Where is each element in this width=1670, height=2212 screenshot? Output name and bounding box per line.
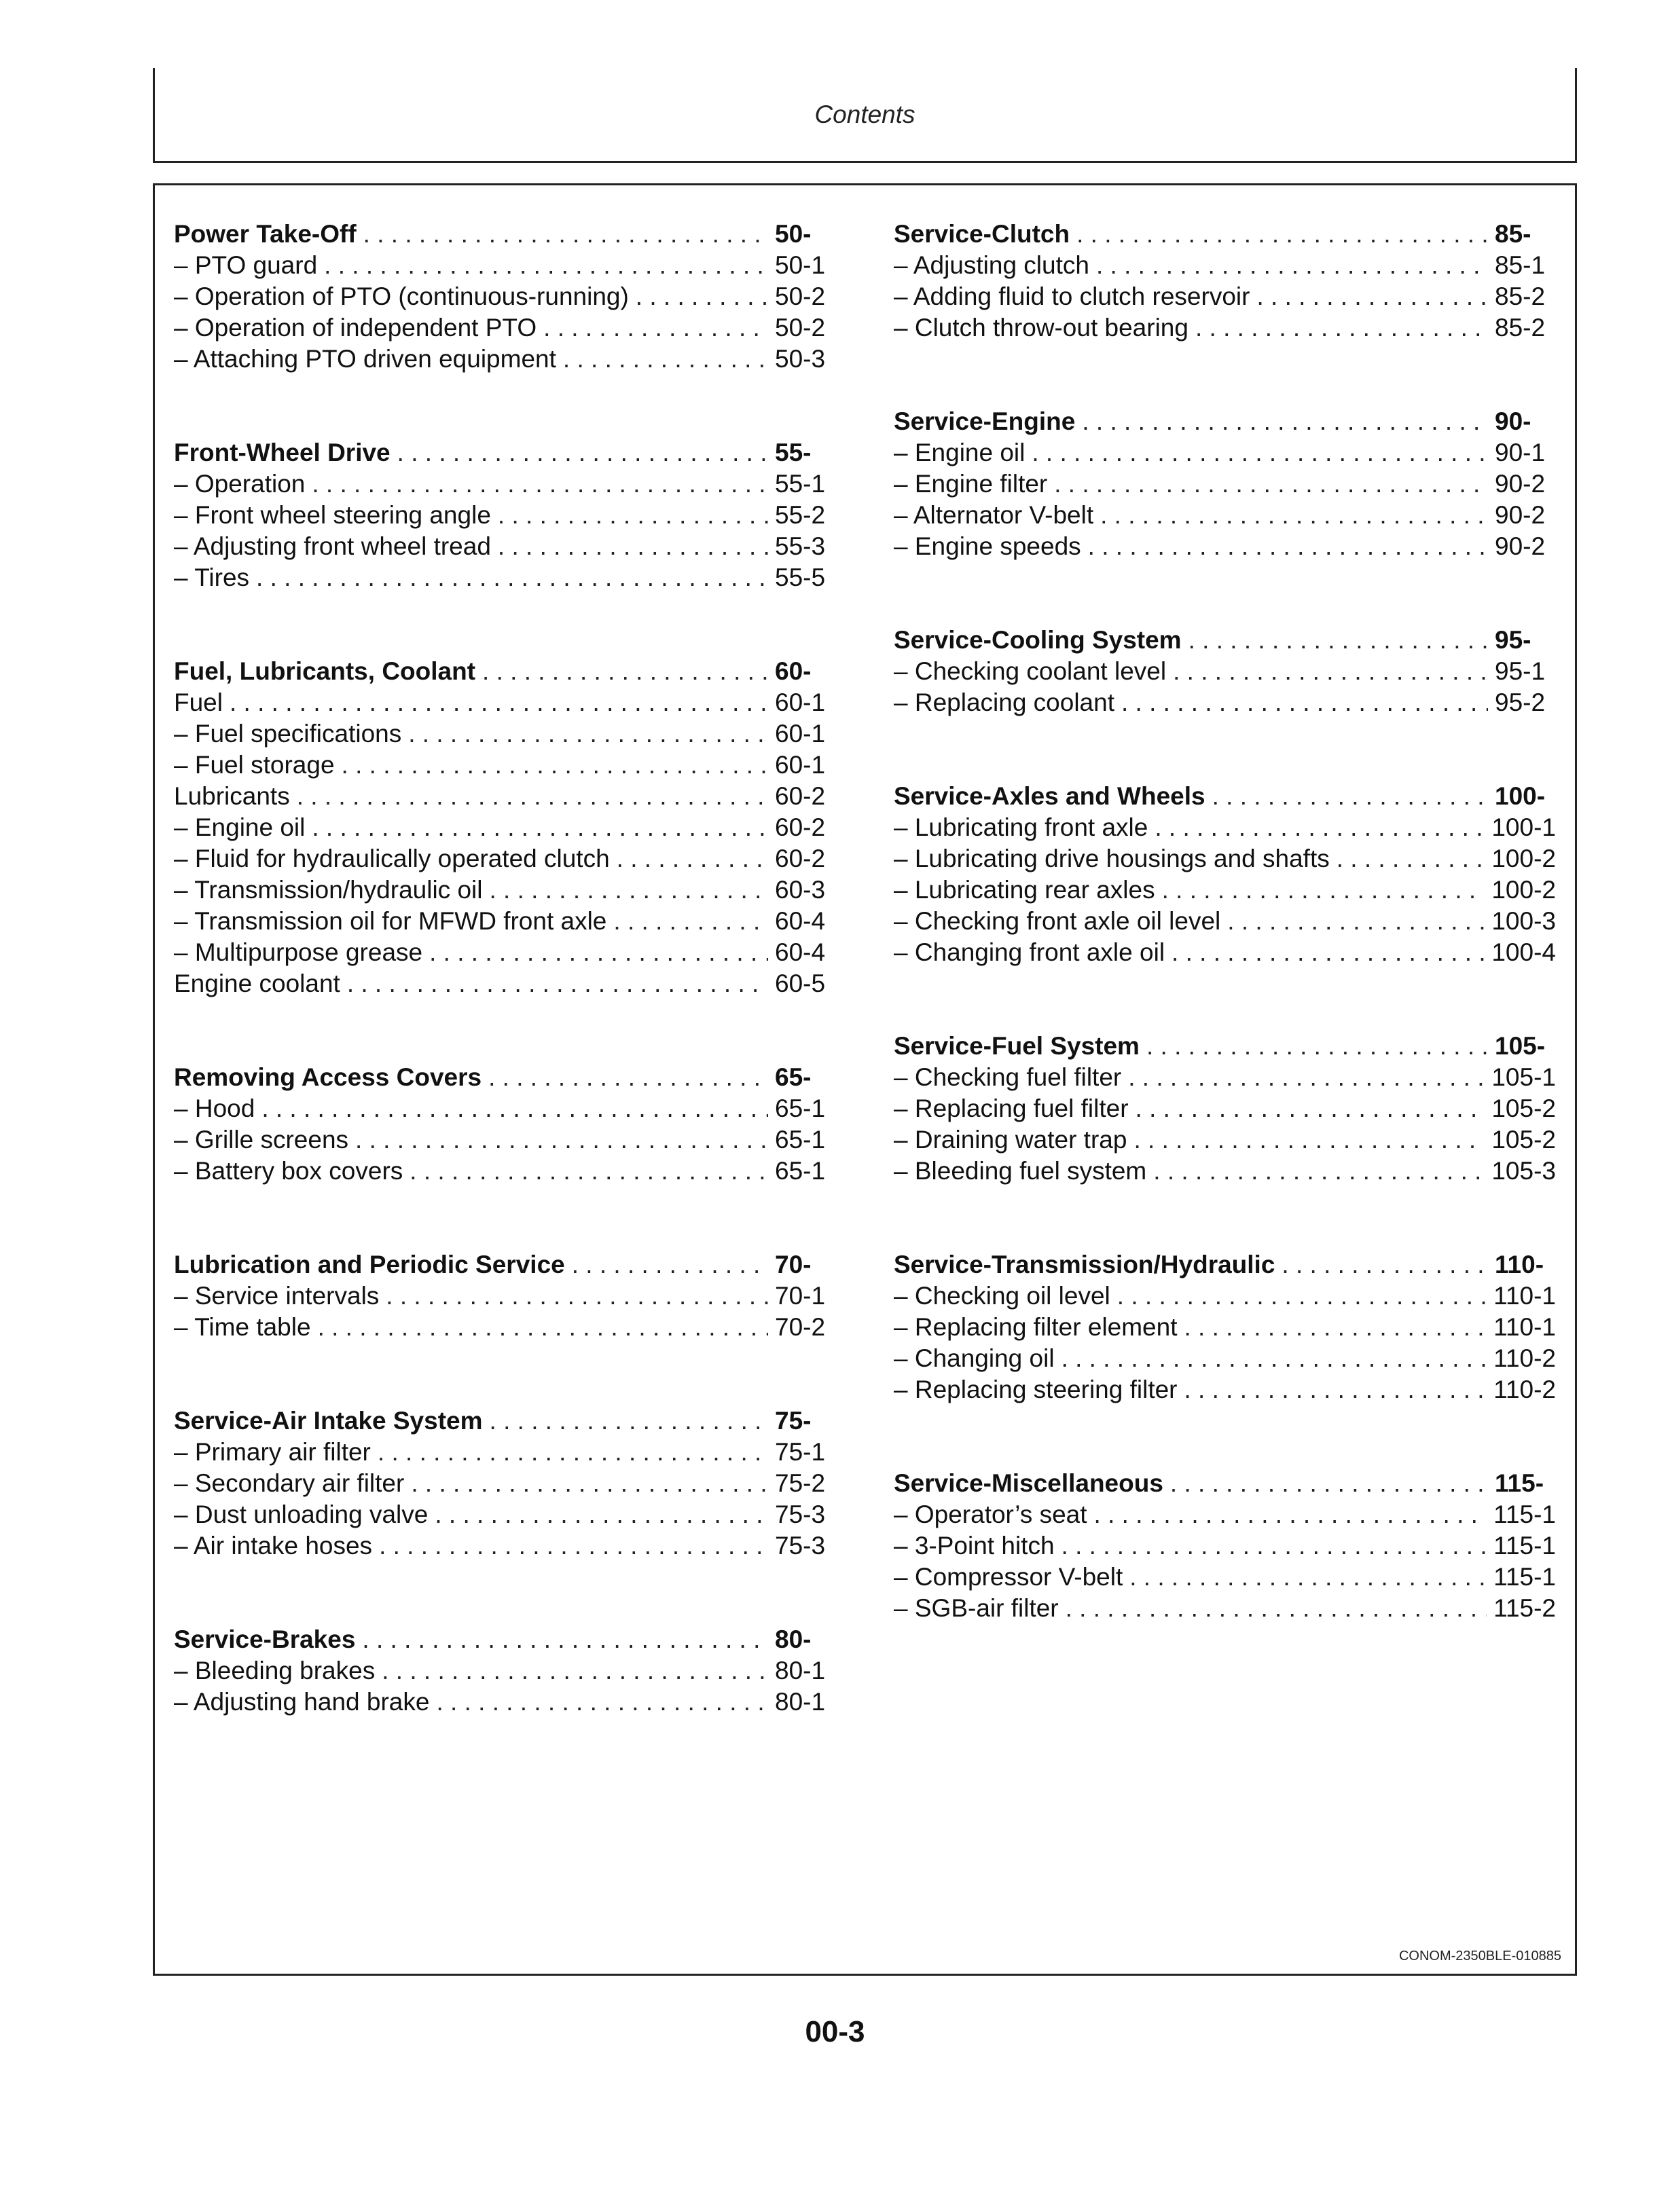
toc-entry	[174, 532, 836, 564]
entry-page: 75-3	[775, 1500, 826, 1528]
section-page: 50-	[775, 220, 812, 248]
dot-leader	[318, 1313, 768, 1342]
dot-leader	[408, 720, 768, 748]
entry-page: 80-1	[775, 1688, 826, 1716]
toc-entry	[894, 688, 1556, 720]
section-title: Service-Fuel System	[894, 1032, 1140, 1060]
section-title: Service-Air Intake System	[174, 1407, 483, 1435]
entry-page: 85-2	[1495, 282, 1546, 310]
section-title: Removing Access Covers	[174, 1063, 482, 1091]
entry-page: 85-1	[1495, 251, 1546, 279]
entry-page: 60-1	[775, 720, 826, 748]
dot-leader	[411, 1469, 768, 1498]
dot-leader	[636, 282, 768, 311]
dot-leader	[482, 657, 768, 686]
dot-leader	[1100, 501, 1488, 530]
dot-leader	[1146, 1032, 1488, 1061]
entry-page: 60-4	[775, 907, 826, 935]
dot-leader	[1094, 1500, 1487, 1529]
entry-label: – Alternator V-belt	[894, 501, 1094, 529]
toc-section-heading	[894, 626, 1556, 657]
dot-leader	[1162, 876, 1485, 904]
dot-leader	[1188, 626, 1488, 655]
entry-label: – Lubricating rear axles	[894, 876, 1155, 904]
dot-leader	[312, 813, 768, 842]
toc-entry	[174, 1157, 836, 1188]
dot-leader	[1256, 282, 1488, 311]
header-frame	[153, 68, 1577, 163]
entry-page: 80-1	[775, 1657, 826, 1684]
toc-entry	[174, 813, 836, 845]
toc-section-heading	[894, 220, 1556, 251]
dot-leader	[1032, 439, 1488, 467]
entry-label: – Checking coolant level	[894, 657, 1167, 685]
entry-label: – Replacing coolant	[894, 688, 1114, 716]
toc-section-heading	[894, 782, 1556, 813]
entry-label: – Operation of independent PTO	[174, 314, 537, 342]
dot-leader	[1155, 813, 1485, 842]
dot-leader	[1282, 1251, 1488, 1279]
entry-label: – Grille screens	[174, 1126, 349, 1154]
toc-entry	[894, 1157, 1556, 1188]
entry-label: Engine coolant	[174, 970, 340, 997]
entry-label: – Engine oil	[894, 439, 1025, 466]
section-title: Service-Brakes	[174, 1625, 356, 1653]
toc-section-heading	[894, 1469, 1556, 1500]
document-code: CONOM-2350BLE-010885	[1398, 1949, 1561, 1964]
toc-section-heading	[174, 1251, 836, 1282]
toc-entry	[174, 782, 836, 813]
entry-label: – Fuel specifications	[174, 720, 402, 748]
toc-entry	[894, 1532, 1556, 1563]
entry-label: – Checking oil level	[894, 1282, 1110, 1310]
toc-entry	[894, 1313, 1556, 1344]
entry-page: 60-2	[775, 782, 826, 810]
toc-entry	[894, 314, 1556, 345]
toc-section	[894, 407, 1556, 564]
toc-entry	[894, 876, 1556, 907]
dot-leader	[1061, 1532, 1487, 1560]
entry-label: – SGB-air filter	[894, 1594, 1059, 1622]
toc-section	[174, 657, 836, 1001]
dot-leader	[1128, 1063, 1485, 1092]
entry-page: 65-1	[775, 1126, 826, 1154]
dot-leader	[1054, 470, 1488, 498]
section-title: Service-Clutch	[894, 220, 1070, 248]
dot-leader	[1096, 251, 1488, 280]
section-page: 90-	[1495, 407, 1531, 435]
toc-section-heading	[174, 657, 836, 688]
toc-entry	[174, 282, 836, 314]
toc-entry	[894, 251, 1556, 282]
entry-page: 105-1	[1491, 1063, 1556, 1091]
entry-label: Fuel	[174, 688, 223, 716]
entry-label: – Attaching PTO driven equipment	[174, 345, 556, 373]
dot-leader	[378, 1438, 768, 1467]
entry-label: – Time table	[174, 1313, 311, 1341]
dot-leader	[355, 1126, 768, 1154]
entry-page: 90-1	[1495, 439, 1546, 466]
dot-leader	[386, 1282, 768, 1310]
entry-label: – 3-Point hitch	[894, 1532, 1055, 1560]
entry-page: 105-2	[1491, 1094, 1556, 1122]
entry-label: – Adding fluid to clutch reservoir	[894, 282, 1250, 310]
toc-entry	[174, 1657, 836, 1688]
entry-label: – Operation of PTO (continuous-running)	[174, 282, 629, 310]
dot-leader	[297, 782, 768, 811]
entry-page: 115-1	[1493, 1563, 1556, 1591]
toc-section	[174, 1063, 836, 1188]
dot-leader	[563, 345, 768, 373]
entry-page: 60-1	[775, 688, 826, 716]
dot-leader	[261, 1094, 768, 1123]
dot-leader	[410, 1157, 768, 1185]
contents-column-left	[174, 220, 836, 1719]
dot-leader	[256, 564, 768, 592]
toc-section	[174, 1251, 836, 1344]
toc-entry	[894, 1563, 1556, 1594]
dot-leader	[572, 1251, 768, 1279]
section-title: Service-Axles and Wheels	[894, 782, 1205, 810]
entry-page: 105-3	[1491, 1157, 1556, 1185]
section-title: Service-Miscellaneous	[894, 1469, 1163, 1497]
entry-page: 50-3	[775, 345, 826, 373]
section-page: 95-	[1495, 626, 1531, 654]
section-title: Service-Cooling System	[894, 626, 1182, 654]
entry-label: – Tires	[174, 564, 250, 591]
toc-entry	[894, 1126, 1556, 1157]
entry-page: 75-3	[775, 1532, 826, 1560]
entry-page: 115-1	[1493, 1500, 1556, 1528]
entry-label: – Operation	[174, 470, 306, 498]
section-page: 110-	[1495, 1251, 1544, 1278]
entry-page: 90-2	[1495, 532, 1546, 560]
entry-page: 100-2	[1491, 845, 1556, 872]
entry-label: – Air intake hoses	[174, 1532, 373, 1560]
entry-label: – Bleeding fuel system	[894, 1157, 1147, 1185]
entry-label: – Transmission oil for MFWD front axle	[174, 907, 607, 935]
dot-leader	[379, 1532, 768, 1560]
section-page: 100-	[1495, 782, 1546, 810]
toc-section-heading	[174, 439, 836, 470]
entry-page: 60-3	[775, 876, 826, 904]
section-title: Fuel, Lubricants, Coolant	[174, 657, 476, 685]
entry-page: 100-2	[1491, 876, 1556, 904]
entry-label: – Lubricating drive housings and shafts	[894, 845, 1330, 872]
entry-page: 100-4	[1491, 938, 1556, 966]
entry-page: 75-2	[775, 1469, 826, 1497]
entry-label: – Engine speeds	[894, 532, 1081, 560]
entry-page: 115-2	[1493, 1594, 1556, 1622]
entry-page: 70-2	[775, 1313, 826, 1341]
entry-label: – Secondary air filter	[174, 1469, 405, 1497]
toc-section-heading	[174, 220, 836, 251]
dot-leader	[488, 1063, 768, 1092]
dot-leader	[1082, 407, 1488, 436]
toc-entry	[174, 1438, 836, 1469]
entry-label: – Replacing fuel filter	[894, 1094, 1129, 1122]
dot-leader	[1170, 1469, 1488, 1498]
dot-leader	[1172, 938, 1485, 967]
entry-label: – Engine filter	[894, 470, 1048, 498]
dot-leader	[1136, 1094, 1485, 1123]
toc-entry	[894, 1094, 1556, 1126]
entry-page: 95-1	[1495, 657, 1546, 685]
dot-leader	[489, 876, 768, 904]
dot-leader	[1212, 782, 1488, 811]
toc-section	[174, 439, 836, 595]
entry-label: – Battery box covers	[174, 1157, 403, 1185]
dot-leader	[362, 1625, 768, 1654]
entry-label: – Adjusting clutch	[894, 251, 1089, 279]
toc-entry	[894, 501, 1556, 532]
toc-entry	[174, 1094, 836, 1126]
toc-section	[894, 1032, 1556, 1188]
toc-entry	[894, 938, 1556, 970]
entry-label: – Dust unloading valve	[174, 1500, 429, 1528]
entry-page: 55-3	[775, 532, 826, 560]
dot-leader	[613, 907, 768, 936]
entry-label: – Fuel storage	[174, 751, 335, 779]
entry-page: 115-1	[1493, 1532, 1556, 1560]
entry-label: – Replacing steering filter	[894, 1376, 1178, 1403]
contents-column-right	[894, 220, 1556, 1625]
toc-entry	[174, 501, 836, 532]
toc-entry	[174, 470, 836, 501]
entry-label: – Operator’s seat	[894, 1500, 1087, 1528]
entry-page: 110-1	[1493, 1282, 1556, 1310]
toc-section-heading	[174, 1407, 836, 1438]
dot-leader	[347, 970, 768, 998]
toc-entry	[174, 1532, 836, 1563]
entry-page: 50-1	[775, 251, 826, 279]
toc-section-heading	[894, 1032, 1556, 1063]
toc-entry	[894, 1500, 1556, 1532]
section-page: 55-	[775, 439, 812, 466]
section-title: Lubrication and Periodic Service	[174, 1251, 565, 1278]
toc-entry	[894, 1282, 1556, 1313]
entry-label: – Engine oil	[174, 813, 306, 841]
entry-page: 50-2	[775, 282, 826, 310]
dot-leader	[543, 314, 768, 342]
entry-page: 85-2	[1495, 314, 1546, 342]
entry-page: 90-2	[1495, 470, 1546, 498]
entry-page: 110-2	[1493, 1344, 1556, 1372]
dot-leader	[1195, 314, 1488, 342]
entry-label: – Fluid for hydraulically operated clutch	[174, 845, 610, 872]
entry-label: – Lubricating front axle	[894, 813, 1148, 841]
section-title: Service-Engine	[894, 407, 1076, 435]
entry-label: – Compressor V-belt	[894, 1563, 1123, 1591]
entry-page: 75-1	[775, 1438, 826, 1466]
section-page: 70-	[775, 1251, 812, 1278]
toc-entry	[174, 688, 836, 720]
section-page: 75-	[775, 1407, 812, 1435]
toc-section	[894, 1251, 1556, 1407]
toc-entry	[894, 1594, 1556, 1625]
entry-label: – Draining water trap	[894, 1126, 1127, 1154]
toc-entry	[174, 720, 836, 751]
toc-entry	[174, 751, 836, 782]
dot-leader	[1121, 688, 1488, 717]
page-header-title: Contents	[814, 100, 915, 128]
section-page: 65-	[775, 1063, 812, 1091]
toc-section	[894, 782, 1556, 970]
entry-label: – Adjusting front wheel tread	[174, 532, 491, 560]
dot-leader	[1337, 845, 1485, 873]
entry-page: 65-1	[775, 1094, 826, 1122]
toc-entry	[174, 1469, 836, 1500]
toc-entry	[174, 970, 836, 1001]
dot-leader	[1061, 1344, 1487, 1373]
toc-section	[174, 1407, 836, 1563]
dot-leader	[498, 532, 768, 561]
toc-entry	[174, 345, 836, 376]
entry-page: 70-1	[775, 1282, 826, 1310]
toc-entry	[174, 1500, 836, 1532]
dot-leader	[1184, 1313, 1487, 1342]
toc-entry	[894, 813, 1556, 845]
toc-entry	[174, 1313, 836, 1344]
entry-label: – Checking fuel filter	[894, 1063, 1122, 1091]
entry-label: – Transmission/hydraulic oil	[174, 876, 483, 904]
entry-label: – Replacing filter element	[894, 1313, 1178, 1341]
dot-leader	[1129, 1563, 1487, 1591]
toc-entry	[174, 938, 836, 970]
entry-page: 60-4	[775, 938, 826, 966]
toc-section	[894, 220, 1556, 345]
section-page: 115-	[1495, 1469, 1544, 1497]
dot-leader	[1088, 532, 1488, 561]
toc-entry	[894, 1063, 1556, 1094]
dot-leader	[1133, 1126, 1485, 1154]
toc-section-heading	[174, 1063, 836, 1094]
toc-section-heading	[894, 407, 1556, 439]
dot-leader	[230, 688, 768, 717]
dot-leader	[1173, 657, 1488, 686]
dot-leader	[1117, 1282, 1487, 1310]
entry-page: 60-2	[775, 813, 826, 841]
toc-section	[174, 1625, 836, 1719]
toc-entry	[894, 532, 1556, 564]
entry-page: 105-2	[1491, 1126, 1556, 1154]
dot-leader	[397, 439, 768, 467]
toc-entry	[894, 439, 1556, 470]
section-page: 60-	[775, 657, 812, 685]
toc-entry	[894, 282, 1556, 314]
toc-entry	[174, 1688, 836, 1719]
dot-leader	[1153, 1157, 1485, 1185]
toc-entry	[174, 845, 836, 876]
dot-leader	[617, 845, 768, 873]
dot-leader	[363, 220, 768, 248]
toc-entry	[174, 1126, 836, 1157]
dot-leader	[498, 501, 768, 530]
toc-entry	[174, 314, 836, 345]
entry-page: 60-1	[775, 751, 826, 779]
dot-leader	[342, 751, 768, 779]
entry-label: – Multipurpose grease	[174, 938, 423, 966]
entry-label: – Hood	[174, 1094, 255, 1122]
entry-label: – Front wheel steering angle	[174, 501, 491, 529]
dot-leader	[1184, 1376, 1487, 1404]
entry-page: 55-1	[775, 470, 826, 498]
section-page: 85-	[1495, 220, 1531, 248]
entry-label: – Changing front axle oil	[894, 938, 1165, 966]
dot-leader	[435, 1500, 768, 1529]
toc-entry	[894, 657, 1556, 688]
toc-entry	[894, 470, 1556, 501]
entry-label: – Clutch throw-out bearing	[894, 314, 1188, 342]
toc-section	[174, 220, 836, 376]
section-page: 105-	[1495, 1032, 1546, 1060]
section-title: Service-Transmission/Hydraulic	[894, 1251, 1275, 1278]
toc-section-heading	[174, 1625, 836, 1657]
entry-label: – Checking front axle oil level	[894, 907, 1221, 935]
entry-label: – Service intervals	[174, 1282, 380, 1310]
toc-entry	[894, 1376, 1556, 1407]
dot-leader	[490, 1407, 768, 1435]
dot-leader	[436, 1688, 768, 1716]
entry-page: 100-3	[1491, 907, 1556, 935]
entry-label: – Adjusting hand brake	[174, 1688, 430, 1716]
toc-entry	[174, 907, 836, 938]
entry-page: 90-2	[1495, 501, 1546, 529]
section-page: 80-	[775, 1625, 812, 1653]
section-title: Front-Wheel Drive	[174, 439, 391, 466]
dot-leader	[324, 251, 768, 280]
dot-leader	[429, 938, 768, 967]
toc-entry	[174, 1282, 836, 1313]
dot-leader	[382, 1657, 768, 1685]
dot-leader	[312, 470, 768, 498]
toc-section-heading	[894, 1251, 1556, 1282]
toc-section	[894, 1469, 1556, 1625]
toc-entry	[174, 564, 836, 595]
entry-label: – Primary air filter	[174, 1438, 371, 1466]
toc-entry	[894, 907, 1556, 938]
entry-page: 110-2	[1493, 1376, 1556, 1403]
entry-page: 95-2	[1495, 688, 1546, 716]
dot-leader	[1076, 220, 1488, 248]
dot-leader	[1227, 907, 1485, 936]
entry-page: 60-5	[775, 970, 826, 997]
toc-entry	[174, 251, 836, 282]
page-number: 00-3	[805, 2015, 865, 2048]
toc-section	[894, 626, 1556, 720]
dot-leader	[1066, 1594, 1487, 1623]
entry-page: 55-5	[775, 564, 826, 591]
entry-label: Lubricants	[174, 782, 290, 810]
entry-page: 65-1	[775, 1157, 826, 1185]
toc-entry	[174, 876, 836, 907]
entry-page: 55-2	[775, 501, 826, 529]
entry-label: – PTO guard	[174, 251, 318, 279]
toc-entry	[894, 845, 1556, 876]
entry-page: 100-1	[1491, 813, 1556, 841]
section-title: Power Take-Off	[174, 220, 357, 248]
toc-entry	[894, 1344, 1556, 1376]
entry-label: – Changing oil	[894, 1344, 1055, 1372]
entry-page: 50-2	[775, 314, 826, 342]
entry-label: – Bleeding brakes	[174, 1657, 376, 1684]
entry-page: 110-1	[1493, 1313, 1556, 1341]
entry-page: 60-2	[775, 845, 826, 872]
